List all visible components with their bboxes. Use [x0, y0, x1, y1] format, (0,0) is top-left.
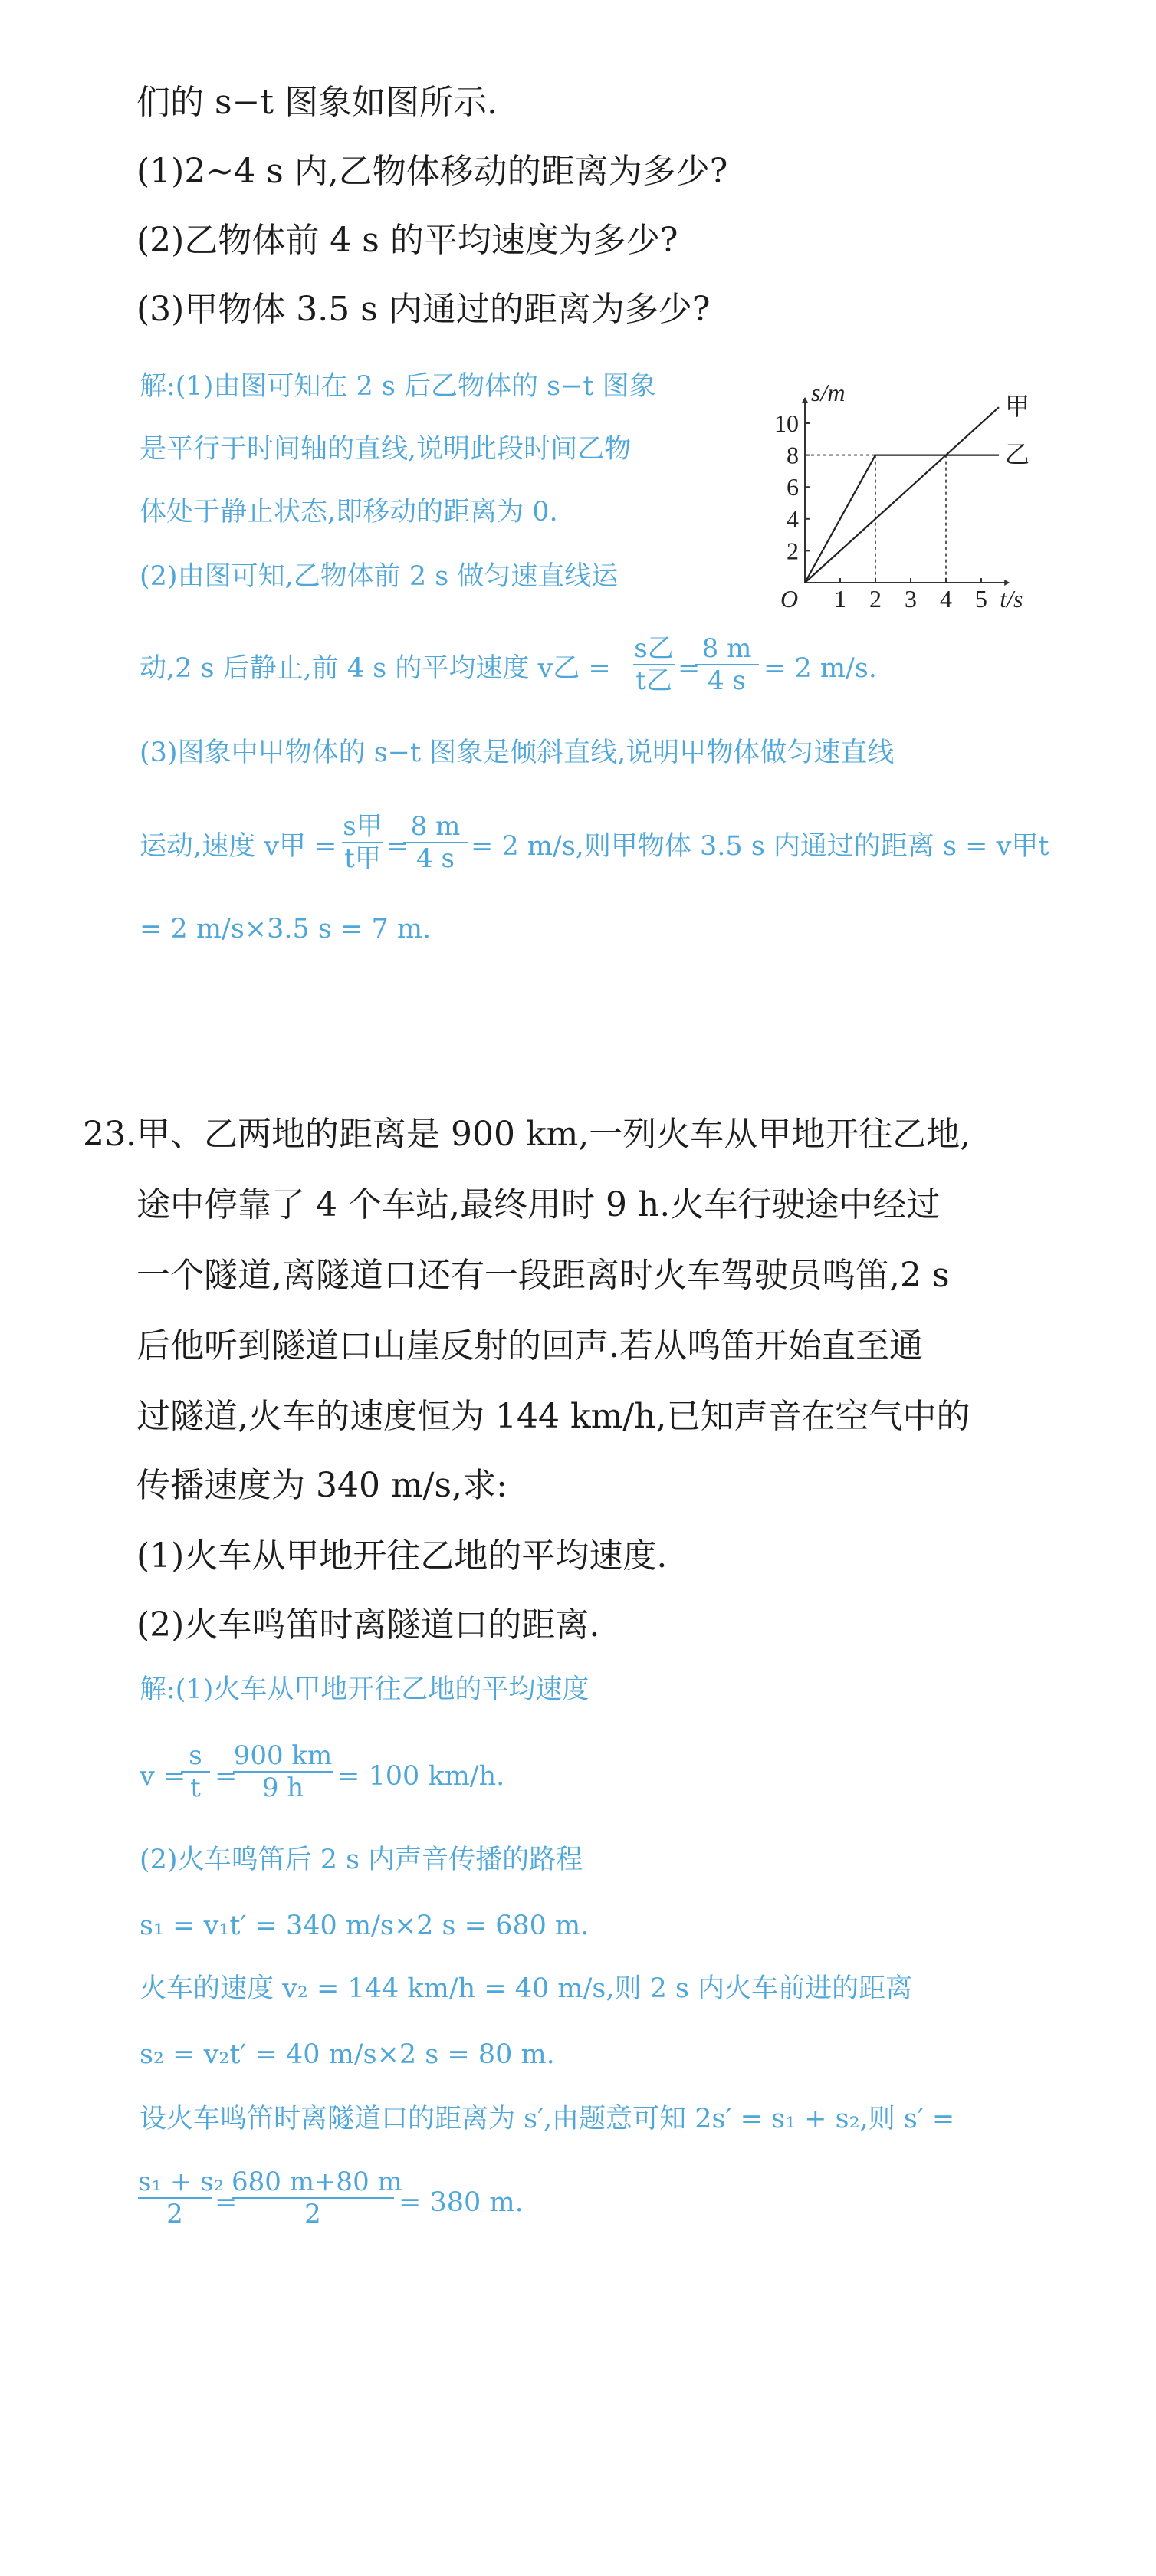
x-tick-label: 3 — [905, 585, 917, 613]
origin-label: O — [780, 585, 799, 613]
q23-line1: 23.甲、乙两地的距离是 900 km,一列火车从甲地开往乙地, — [83, 1115, 971, 1154]
q23-sub2: (2)火车鸣笛时离隧道口的距离. — [136, 1605, 600, 1644]
q23-line3: 一个隧道,离隧道口还有一段距离时火车驾驶员鸣笛,2 s — [136, 1256, 950, 1295]
fraction-denominator: t乙 — [633, 664, 675, 696]
y-tick-label: 4 — [787, 504, 799, 533]
a22-fraction-1 — [633, 633, 675, 696]
q23-line2: 途中停靠了 4 个车站,最终用时 9 h.火车行驶途中经过 — [136, 1185, 941, 1224]
a22-line5-post: = 2 m/s. — [764, 653, 877, 684]
a23-fraction-4 — [232, 2167, 402, 2229]
q22-intro: 们的 s−t 图象如图所示. — [136, 83, 498, 122]
fraction-denominator: 4 s — [695, 664, 759, 696]
a22-line7-eq: = — [386, 831, 409, 862]
series-line — [805, 407, 999, 583]
fraction-numerator: s — [189, 1740, 202, 1771]
a23-fraction-3 — [138, 2167, 225, 2229]
a22-line7-pre: 运动,速度 v甲 = — [140, 831, 337, 862]
a23-line4: s₁ = v₁t′ = 340 m/s×2 s = 680 m. — [140, 1911, 589, 1941]
a23-line7: 设火车鸣笛时离隧道口的距离为 s′,由题意可知 2s′ = s₁ + s₂,则 s′ = — [140, 2104, 955, 2134]
a22-line1: 解:(1)由图可知在 2 s 后乙物体的 s−t 图象 — [140, 371, 656, 402]
fraction-numerator: s₁ + s₂ — [138, 2167, 225, 2197]
fraction-numerator: 8 m — [701, 633, 752, 664]
x-tick-label: 1 — [834, 585, 846, 613]
a23-fraction-2 — [233, 1740, 333, 1803]
fraction-numerator: s甲 — [343, 811, 383, 842]
q23-line5: 过隧道,火车的速度恒为 144 km/h,已知声音在空气中的 — [136, 1397, 970, 1436]
x-tick-label: 2 — [869, 585, 882, 613]
a22-line7-post: = 2 m/s,则甲物体 3.5 s 内通过的距离 s = v甲t — [471, 831, 1049, 862]
fraction-denominator: 4 s — [403, 842, 468, 874]
a23-line8-post: = 380 m. — [399, 2187, 524, 2218]
a22-line2: 是平行于时间轴的直线,说明此段时间乙物 — [140, 434, 632, 465]
a22-line4: (2)由图可知,乙物体前 2 s 做匀速直线运 — [140, 561, 619, 592]
a23-line3: (2)火车鸣笛后 2 s 内声音传播的路程 — [140, 1845, 583, 1875]
x-axis-label: t/s — [1000, 585, 1023, 613]
fraction-denominator: 2 — [232, 2197, 394, 2229]
a22-line5-pre: 动,2 s 后静止,前 4 s 的平均速度 v乙 = — [140, 653, 611, 684]
a23-line2-eq: = — [215, 1761, 238, 1792]
x-tick-label: 4 — [940, 585, 952, 613]
fraction-denominator: t甲 — [342, 842, 383, 874]
series-line — [805, 455, 999, 583]
a23-line5: 火车的速度 v₂ = 144 km/h = 40 m/s,则 2 s 内火车前进的距离 — [140, 1973, 913, 2004]
a22-line8: = 2 m/s×3.5 s = 7 m. — [140, 914, 432, 945]
q22-sub2: (2)乙物体前 4 s 的平均速度为多少? — [136, 221, 678, 260]
q23-line6: 传播速度为 340 m/s,求: — [136, 1466, 507, 1505]
series-label: 甲 — [1005, 393, 1030, 421]
q23-sub1: (1)火车从甲地开往乙地的平均速度. — [136, 1536, 668, 1576]
x-tick-label: 5 — [975, 585, 987, 613]
fraction-numerator: 680 m+80 m — [232, 2167, 402, 2197]
a22-fraction-2 — [695, 633, 759, 696]
y-axis-label: s/m — [811, 378, 846, 406]
fraction-numerator: 900 km — [233, 1740, 333, 1771]
a22-line5-eq: = — [678, 653, 701, 684]
series-label: 乙 — [1005, 440, 1030, 468]
fraction-numerator: 8 m — [410, 811, 461, 842]
a22-line3: 体处于静止状态,即移动的距离为 0. — [140, 497, 558, 527]
fraction-denominator: 9 h — [233, 1771, 333, 1803]
a23-line8-eq: = — [215, 2187, 238, 2218]
a23-fraction-1 — [181, 1740, 210, 1803]
a22-fraction-4 — [403, 811, 468, 874]
a23-line1: 解:(1)火车从甲地开往乙地的平均速度 — [140, 1674, 589, 1705]
s-t-graph — [759, 353, 1081, 621]
fraction-denominator: 2 — [138, 2197, 212, 2229]
a23-line2-post: = 100 km/h. — [337, 1761, 505, 1792]
q22-sub1: (1)2~4 s 内,乙物体移动的距离为多少? — [136, 152, 728, 191]
y-tick-label: 2 — [787, 537, 799, 565]
q22-sub3: (3)甲物体 3.5 s 内通过的距离为多少? — [136, 290, 711, 329]
y-tick-label: 6 — [787, 473, 799, 501]
a22-line6: (3)图象中甲物体的 s−t 图象是倾斜直线,说明甲物体做匀速直线 — [140, 738, 895, 768]
fraction-numerator: s乙 — [634, 633, 674, 664]
a22-fraction-3 — [342, 811, 383, 874]
q23-line4: 后他听到隧道口山崖反射的回声.若从鸣笛开始直至通 — [136, 1326, 923, 1365]
a23-line6: s₂ = v₂t′ = 40 m/s×2 s = 80 m. — [140, 2039, 555, 2070]
y-tick-label: 10 — [774, 409, 799, 437]
a23-line2-pre: v = — [140, 1761, 186, 1792]
fraction-denominator: t — [181, 1771, 210, 1803]
y-tick-label: 8 — [787, 441, 799, 469]
